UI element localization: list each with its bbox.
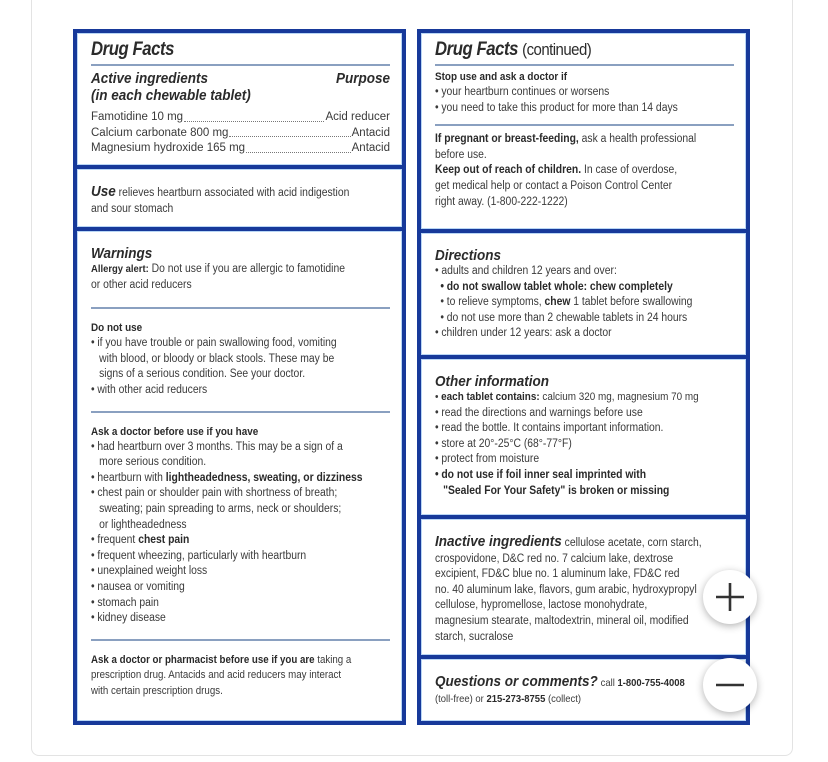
ingredient-row	[91, 141, 390, 157]
ingredient-purpose: Antacid	[351, 142, 390, 155]
drug-facts-continued-title: Drug Facts (continued)	[435, 39, 592, 60]
ingredient-name: Calcium carbonate 800 mg	[91, 126, 229, 139]
list-item: • had heartburn over 3 months. This may be a sign of a	[91, 440, 360, 456]
list-item: • children under 12 years: ask a doctor	[435, 326, 704, 342]
list-item: • your heartburn continues or worsens	[435, 85, 704, 101]
list-item: • adults and children 12 years and over:	[435, 264, 704, 280]
use-heading: Use	[91, 183, 116, 200]
divider	[91, 307, 390, 309]
list-item: • to relieve symptoms, chew 1 tablet before swallowing	[435, 295, 704, 311]
list-item: • chest pain or shoulder pain with shortness of breath;	[91, 486, 360, 502]
questions-panel: Questions or comments? call 1-800-755-4008 (toll-free) or 215-273-8755 (collect)	[417, 655, 750, 725]
pharmacist-heading: Ask a doctor or pharmacist before use if you are	[91, 653, 315, 666]
zoom-out-button[interactable]	[703, 658, 757, 712]
divider	[91, 639, 390, 641]
ingredient-row	[91, 110, 390, 126]
minus-icon	[713, 668, 747, 702]
zoom-in-button[interactable]	[703, 570, 757, 624]
directions-heading: Directions	[435, 247, 502, 264]
active-ingredients-panel	[73, 29, 406, 169]
allergy-alert-label: Allergy alert:	[91, 263, 149, 275]
continued-panel: Drug Facts (continued) Stop use and ask a doctor if • your heartburn continues or worsens • you need to take this product for more than 14 days If pregnant or breast-feeding, ask a health professional before use. Keep out of reach of children. In case of overdose, get medical help or contact a Poison Control Center right away. (1-800-222-1222)	[417, 29, 750, 233]
list-item: • nausea or vomiting	[91, 580, 360, 596]
ingredients-list	[91, 110, 390, 157]
list-item: • each tablet contains: calcium 320 mg, magnesium 70 mg	[435, 390, 704, 406]
keep-out-of-reach-heading: Keep out of reach of children.	[435, 164, 582, 177]
divider	[91, 64, 390, 66]
divider	[435, 124, 734, 126]
list-item: • kidney disease	[91, 611, 360, 627]
warnings-heading: Warnings	[91, 245, 153, 262]
plus-icon	[713, 580, 747, 614]
list-item: • you need to take this product for more than 14 days	[435, 101, 704, 117]
do-not-use-heading: Do not use	[91, 322, 143, 335]
inactive-ingredients-heading: Inactive ingredients	[435, 533, 562, 550]
use-text: and sour stomach	[91, 202, 174, 215]
list-item: • store at 20°-25°C (68°-77°F)	[435, 437, 704, 453]
ingredient-name: Magnesium hydroxide 165 mg	[91, 142, 246, 155]
ingredient-name: Famotidine 10 mg	[91, 111, 184, 123]
list-item: • read the bottle. It contains important information.	[435, 421, 704, 437]
list-item: • stomach pain	[91, 596, 360, 612]
warnings-panel: Warnings Allergy alert: Do not use if you are allergic to famotidine or other acid reducers Do not use • if you have trouble or pain swallowing food, vomiting with blood, or bloody or black stools. These may be signs of a serious condition. See your doctor. • with other acid reducers Ask a doctor before use if you have • had heartburn over 3 months. This may be a sign of a more serious condition. • heartburn with lightheadedness, sweating, or dizziness • chest pain or shoulder pain with shortness of breath; sweating; pain spreading to arms, neck or shoulders; or lightheadedness • frequent chest pain • frequent wheezing, particularly with heartburn • unexplained weight loss • nausea or vomiting • stomach pain • kidney disease Ask a doctor or pharmacist before use if you are taking a prescription drug. Antacids and acid reducers may interact with certain prescription drugs.	[73, 227, 406, 725]
purpose-heading: Purpose	[335, 70, 390, 87]
drug-facts-right-column	[417, 29, 750, 725]
drug-facts-left-column	[73, 29, 406, 725]
ask-doctor-heading: Ask a doctor before use if you have	[91, 425, 259, 438]
list-item: • unexplained weight loss	[91, 564, 360, 580]
list-item: • frequent wheezing, particularly with heartburn	[91, 549, 360, 565]
other-information-heading: Other information	[435, 373, 550, 390]
list-item: • heartburn with lightheadedness, sweating, or dizziness	[91, 471, 360, 487]
phone-tollfree: 1-800-755-4008	[617, 677, 685, 689]
list-item: • do not swallow tablet whole: chew completely	[435, 280, 704, 296]
drug-facts-title: Drug Facts	[91, 39, 174, 60]
questions-heading: Questions or comments?	[435, 673, 598, 690]
phone-collect: 215-273-8755	[486, 692, 546, 705]
divider	[91, 411, 390, 413]
list-item: • with other acid reducers	[91, 383, 360, 399]
directions-panel	[417, 229, 750, 359]
ingredient-row	[91, 126, 390, 142]
stop-use-heading: Stop use and ask a doctor if	[435, 71, 568, 83]
list-item: • protect from moisture	[435, 452, 704, 468]
active-ingredients-subheading: (in each chewable tablet)	[91, 87, 251, 104]
list-item: • frequent chest pain	[91, 533, 360, 549]
active-ingredients-heading: Active ingredients	[91, 70, 209, 87]
use-panel	[73, 165, 406, 231]
list-item: • if you have trouble or pain swallowing food, vomiting	[91, 336, 360, 352]
ingredient-purpose: Antacid	[351, 126, 390, 139]
other-information-panel: Other information • each tablet contains: calcium 320 mg, magnesium 70 mg • read the directions and warnings before use • read the bottle. It contains important information. • store at 20°-25°C (68°-77°F) • protect from moisture • do not use if foil inner seal imprinted with "Sealed For Your Safety" is broken or missing	[417, 355, 750, 519]
list-item: • do not use more than 2 chewable tablets in 24 hours	[435, 311, 704, 327]
use-text: relieves heartburn associated with acid indigestion	[118, 187, 350, 199]
inactive-ingredients-panel: Inactive ingredients cellulose acetate, corn starch, crospovidone, D&C red no. 7 calcium lake, dextrose excipient, FD&C blue no. 1 aluminum lake, FD&C red no. 40 aluminum lake, flavors, gum arabic, hydroxypropyl cellulose, hypromellose, lactose monohydrate, magnesium stearate, maltodextrin, mineral oil, modified starch, sucralose	[417, 515, 750, 659]
divider	[435, 64, 734, 66]
list-item: • do not use if foil inner seal imprinted with	[435, 468, 704, 484]
ingredient-purpose: Acid reducer	[325, 111, 390, 123]
list-item: • read the directions and warnings before use	[435, 406, 704, 422]
pregnant-heading: If pregnant or breast-feeding,	[435, 133, 579, 146]
